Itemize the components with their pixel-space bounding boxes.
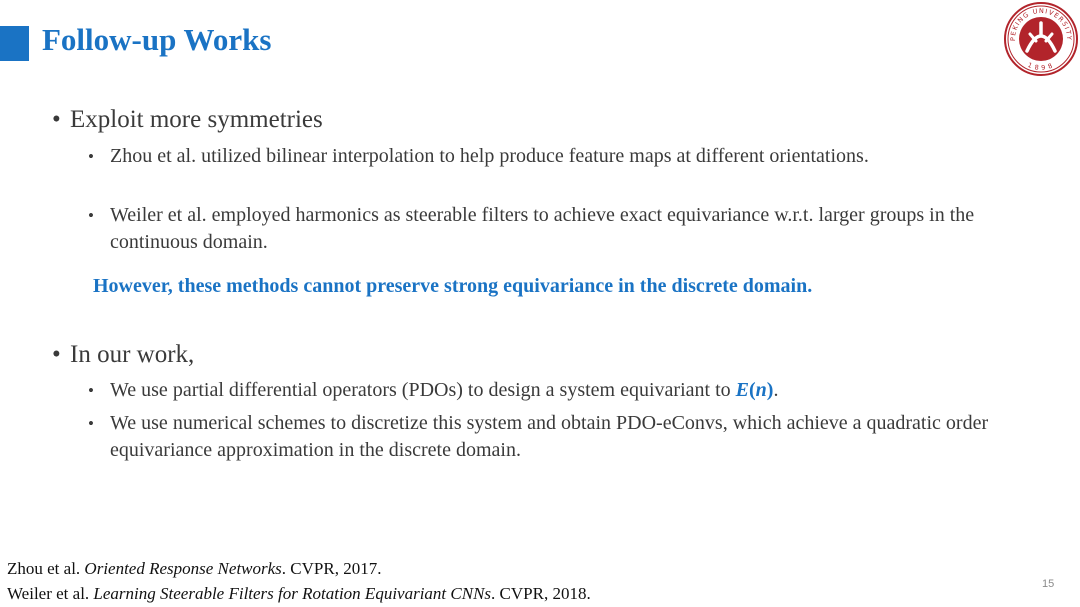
- title-accent-bar: [0, 26, 29, 61]
- bullet-icon: •: [52, 341, 61, 368]
- sub-bullet-pdos: • We use partial differential operators (PDOs) to design a system equivariant to E(n).: [88, 377, 1018, 404]
- references: [7, 556, 591, 606]
- bullet-icon: •: [88, 414, 94, 433]
- page-number: 15: [1042, 578, 1055, 590]
- svg-text:PEKING UNIVERSITY: PEKING UNIVERSITY: [1008, 6, 1074, 42]
- sub-bullet-zhou: • Zhou et al. utilized bilinear interpolation to help produce feature maps at different orientations.: [88, 143, 1018, 170]
- bullet-icon: •: [52, 106, 61, 133]
- highlight-statement: However, these methods cannot preserve strong equivariance in the discrete domain.: [93, 275, 813, 297]
- math-E-n: E(n): [735, 379, 774, 401]
- sub-bullet-pdo-econvs: • We use numerical schemes to discretize this system and obtain PDO-eConvs, which achieve a quadratic order equivariance approximation in the discrete domain.: [88, 412, 989, 461]
- reference-zhou: Zhou et al. Oriented Response Networks. CVPR, 2017.: [7, 559, 382, 578]
- peking-university-seal-icon: [1003, 1, 1079, 77]
- slide-title: Follow-up Works: [42, 22, 272, 57]
- svg-text:1898: 1898: [1026, 60, 1056, 72]
- reference-weiler: Weiler et al. Learning Steerable Filters for Rotation Equivariant CNNs. CVPR, 2018.: [7, 584, 591, 603]
- sub-bullet-weiler: • Weiler et al. employed harmonics as steerable filters to achieve exact equivariance w.r.t. larger groups in the continuous domain.: [88, 204, 975, 253]
- bullet-icon: •: [88, 147, 94, 166]
- bullet-icon: •: [88, 381, 94, 400]
- bullet-icon: •: [88, 206, 94, 225]
